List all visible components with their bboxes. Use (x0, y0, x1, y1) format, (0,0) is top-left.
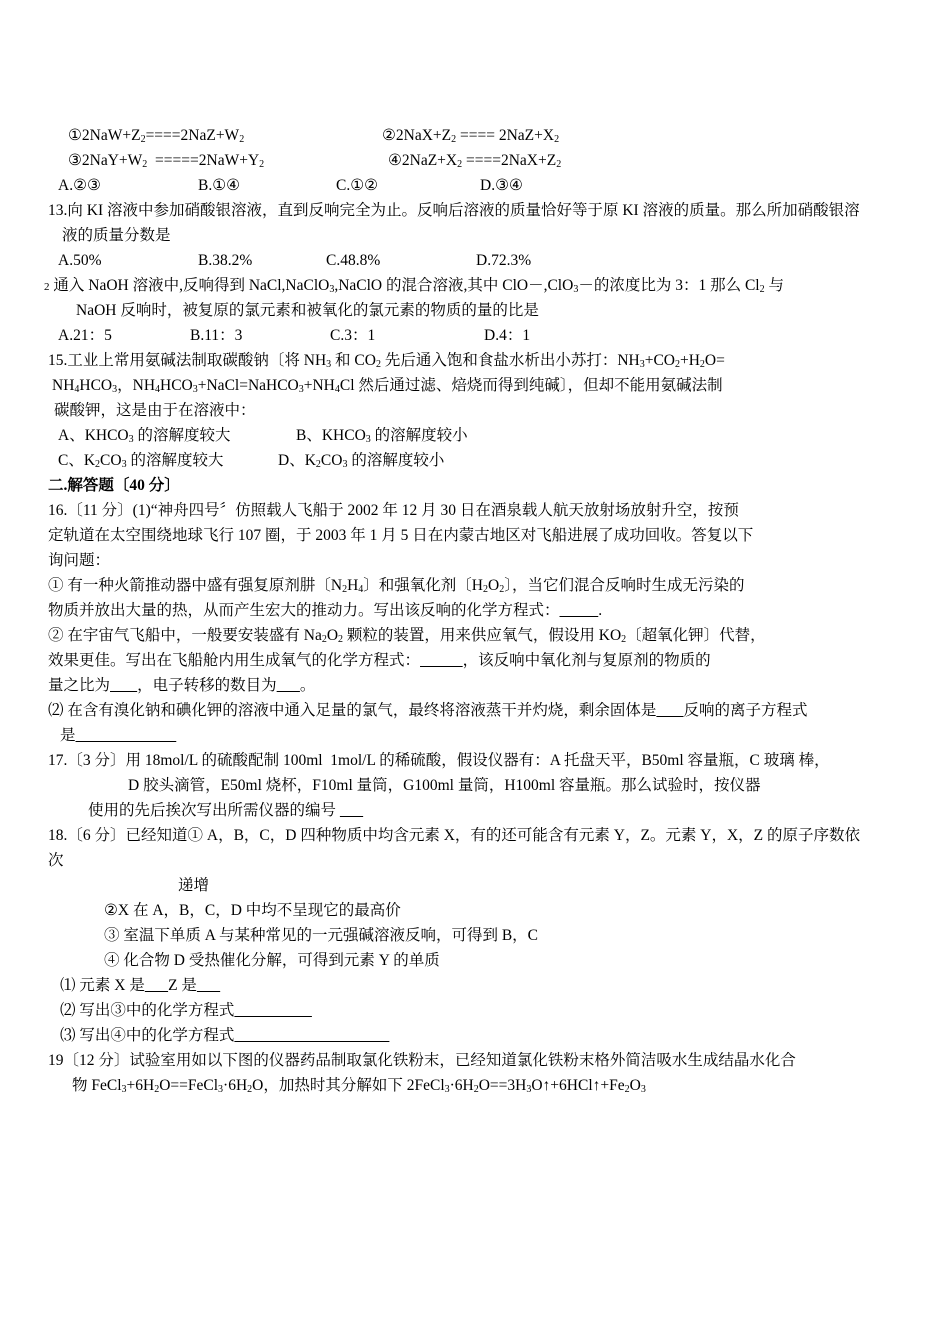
q19-text-line-1: 19〔12 分〕试验室用如以下图的仪器药品制取氯化铁粉末，已经知道氯化铁粉末格外简洁吸水生成结晶水化合 (48, 1052, 796, 1069)
q12-reaction-4: $④2NaZ+X_2 ====2NaX+Z_2$ (388, 152, 562, 170)
q16-part3-line-2: 是 (60, 727, 76, 744)
q14-option-d: D.4：1 (484, 327, 531, 344)
q13-option-a: A.50% (58, 252, 102, 269)
q18-text-line-1: 18.〔6 分〕已经知道① A，B，C，D 四种物质中均含元素 X，有的还可能含有元素 Y，Z。元素 Y，X，Z 的原子序数依 (48, 827, 861, 844)
q14-option-c: C.3：1 (330, 327, 376, 344)
q17-text-line-3: 使用的先后挨次写出所需仪器的编号 (88, 802, 340, 819)
q16-text-line-2: 定轨道在太空围绕地球飞行 107 圈，于 2003 年 1 月 5 日在内蒙古地区对飞船进展了成功回收。答复以下 (48, 527, 754, 544)
q14-text-line-1: 2 通入 NaOH 溶液中,反响得到 NaCl,NaClO$_3$,NaClO 的混合溶液,其中 ClO－,ClO$_3$－的浓度比为 3：1 那么 $Cl_2$ 与 (44, 277, 784, 295)
q18-sub-1: ⑴ 元素 X 是 Z 是 (60, 977, 197, 994)
q12-reaction-2: $②2NaX+Z_2$ ==== $2NaZ+X_2$ (382, 127, 560, 145)
q16-part1-line-1: ① 有一种火箭推动器中盛有强复原剂肼〔$N_2H_4$〕和强氧化剂〔$H_2O_2$〕，当它们混合反响时生成无污染的 (48, 577, 745, 595)
q18-condition-4: ④ 化合物 D 受热催化分解，可得到元素 Y 的单质 (104, 952, 440, 969)
q16-text-line-1: 16.〔11 分〕(1)“神舟四号〞仿照载人飞船于 2002 年 12 月 30 日在酒泉载人航天放射场放射升空，按预 (48, 502, 739, 519)
q15-option-b: B、$KHCO_3$ 的溶解度较小 (296, 427, 468, 445)
q12-option-a: A.②③ (58, 177, 101, 194)
q13-text-line-2: 液的质量分数是 (62, 227, 171, 244)
q12-option-b: B.①④ (198, 177, 241, 194)
q15-text-line-2: $NH_4HCO_3$，$NH_4HCO_3+NaCl=NaHCO_3+NH_4Cl$ 然后通过滤、焙烧而得到纯碱〕，但却不能用氨碱法制 (52, 377, 723, 395)
q13-option-b: B.38.2% (198, 252, 253, 269)
q18-text-line-2: 次 (48, 852, 64, 869)
q15-option-c: C、$K_2CO_3$ 的溶解度较大 (58, 452, 224, 470)
q14-option-a: A.21：5 (58, 327, 112, 344)
q16-part2-line-1: ② 在宇宙气飞船中，一般要安装盛有 $Na_2O_2$ 颗粒的装置，用来供应氧气，假设用 $KO_2$〔超氧化钾〕代替， (48, 627, 766, 645)
q15-option-a: A、$KHCO_3$ 的溶解度较大 (58, 427, 231, 445)
q12-option-c: C.①② (336, 177, 379, 194)
q15-option-d: D、$K_2CO_3$ 的溶解度较小 (278, 452, 445, 470)
q14-text-line-2: NaOH 反响时，被复原的氯元素和被氧化的氯元素的物质的量的比是 (76, 302, 539, 319)
q16-part1-line-2: 物质并放出大量的热，从而产生宏大的推动力。写出该反响的化学方程式： . (48, 602, 603, 619)
q16-text-line-3: 询问题： (48, 552, 111, 569)
q12-option-d: D.③④ (480, 177, 523, 194)
q13-option-c: C.48.8% (326, 252, 381, 269)
q17-text-line-2: D 胶头滴管，E50ml 烧杯，F10ml 量筒，G100ml 量筒，H100ml 容量瓶。那么试验时，按仪器 (128, 777, 761, 794)
q16-part2-line-3: 量之比为 ，电子转移的数目为 。 (48, 677, 316, 694)
q15-text-line-3: 碳酸钾，这是由于在溶液中： (54, 402, 256, 419)
q19-text-line-2: 物 $FeCl_3+6H_2O==FeCl_3\cdot 6H_2O$，加热时其分解如下 $2FeCl_3\cdot 6H_2O==3H_3O↑+6HCl↑+Fe_2O_3$ (72, 1077, 646, 1095)
q13-option-d: D.72.3% (476, 252, 532, 269)
q18-sub-2: ⑵ 写出③中的化学方程式 (60, 1002, 235, 1019)
q16-part3-line-1: ⑵ 在含有溴化钠和碘化钾的溶液中通入足量的氯气，最终将溶液蒸干并灼烧，剩余固体是 反响的离子方程式 (48, 702, 808, 719)
q17-text-line-1: 17.〔3 分〕用 18mol/L 的硫酸配制 100ml 1mol/L 的稀硫酸，假设仪器有：A 托盘天平，B50ml 容量瓶，C 玻璃 棒， (48, 752, 830, 769)
section-heading: 二.解答题〔40 分〕 (48, 477, 180, 494)
q12-reaction-1: $①2NaW+Z_2====2NaZ+W_2$ (68, 127, 245, 145)
q18-condition-2: ②X 在 A，B，C，D 中均不呈现它的最高价 (104, 902, 401, 919)
q16-part2-line-2: 效果更佳。写出在飞船舱内用生成氧气的化学方程式： ，该反响中氧化剂与复原剂的物质的 (48, 652, 711, 669)
q13-text-line-1: 13.向 KI 溶液中参加硝酸银溶液，直到反响完全为止。反响后溶液的质量恰好等于原 KI 溶液的质量。那么所加硝酸银溶 (48, 202, 860, 219)
q12-reaction-3: $③2NaY+W_2 =====2NaW+Y_2$ (68, 152, 265, 170)
q14-option-b: B.11：3 (190, 327, 243, 344)
q18-sub-3: ⑶ 写出④中的化学方程式 (60, 1027, 235, 1044)
q18-condition-3: ③ 室温下单质 A 与某种常见的一元强碱溶液反响，可得到 B，C (104, 927, 539, 944)
q18-text-line-3: 递增 (178, 877, 210, 894)
q15-text-line-1: 15.工业上常用氨碱法制取碳酸钠〔将 $NH_3$ 和 $CO_2$ 先后通入饱和食盐水析出小苏打：$NH_3+CO_2+H_2O=$ (48, 352, 725, 370)
